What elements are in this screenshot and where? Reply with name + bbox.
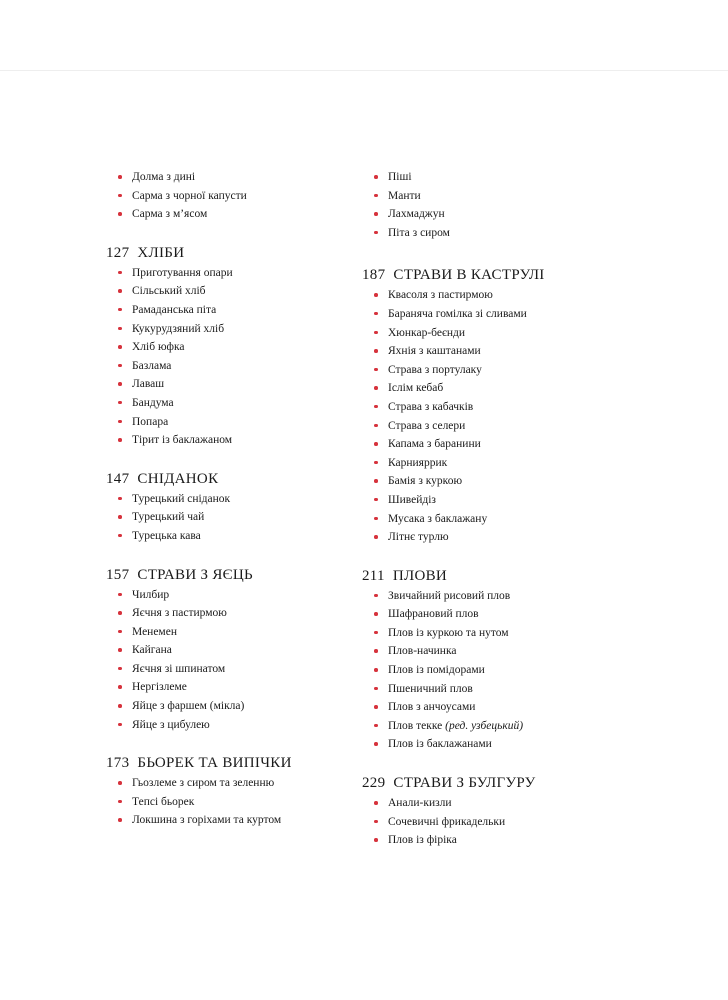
list-item[interactable]: Страва з портулаку <box>388 361 662 380</box>
list-item[interactable]: Тепсі бьорек <box>132 793 356 812</box>
list-item[interactable]: Анали-кизли <box>388 794 662 813</box>
list-item[interactable]: Попара <box>132 413 356 432</box>
list-item[interactable]: Плов із фіріка <box>388 831 662 850</box>
section-name: СТРАВИ З БУЛГУРУ <box>393 775 536 792</box>
list-item[interactable]: Бандума <box>132 394 356 413</box>
list-item[interactable]: Чилбир <box>132 586 356 605</box>
page-number: 211 <box>362 567 385 584</box>
list-item[interactable]: Пшеничний плов <box>388 680 662 699</box>
section-items <box>362 794 662 850</box>
item-text: Плов текке <box>388 719 446 732</box>
list-item[interactable]: Яєчня зі шпинатом <box>132 660 356 679</box>
list-item[interactable]: Плов із помідорами <box>388 661 662 680</box>
section-name: ПЛОВИ <box>392 567 448 584</box>
list-item[interactable]: Лахмаджун <box>388 205 662 224</box>
section-items <box>106 586 356 735</box>
list-item[interactable]: Сарма з чорної капусти <box>132 187 356 206</box>
section-bulgur <box>362 774 662 850</box>
page-top-rule <box>0 70 728 71</box>
page-number: 229 <box>362 775 386 792</box>
list-item[interactable]: Локшина з горіхами та куртом <box>132 811 356 830</box>
list-item[interactable]: Рамаданська піта <box>132 301 356 320</box>
list-item[interactable]: Яйце з цибулею <box>132 716 356 735</box>
list-item[interactable]: Плов з анчоусами <box>388 698 662 717</box>
list-item[interactable]: Капама з баранини <box>388 435 662 454</box>
list-item[interactable]: Яйце з фаршем (мікла) <box>132 697 356 716</box>
section-items <box>106 264 356 450</box>
section-title[interactable] <box>106 244 356 262</box>
section-items <box>362 587 662 754</box>
section-breads <box>106 244 356 450</box>
list-item[interactable]: Піта з сиром <box>388 224 662 243</box>
list-item[interactable]: Кайгана <box>132 641 356 660</box>
page-number: 187 <box>362 267 386 284</box>
section-title[interactable] <box>362 266 662 284</box>
section-title[interactable] <box>362 774 662 792</box>
list-item[interactable]: Сарма з м’ясом <box>132 205 356 224</box>
page-number: 147 <box>106 470 130 487</box>
section-items <box>362 286 662 546</box>
list-item[interactable]: Хліб юфка <box>132 338 356 357</box>
section-pilafs <box>362 567 662 754</box>
section-title[interactable] <box>106 470 356 488</box>
toc-left-column <box>106 168 356 830</box>
list-item[interactable]: Лаваш <box>132 375 356 394</box>
section-title[interactable] <box>362 567 662 585</box>
list-item[interactable]: Іслім кебаб <box>388 379 662 398</box>
list-item[interactable]: Хюнкар-беєнди <box>388 324 662 343</box>
list-item[interactable]: Турецький чай <box>132 508 356 527</box>
page-number: 173 <box>106 755 130 772</box>
page-number: 127 <box>106 244 130 261</box>
list-item[interactable]: Мусака з баклажану <box>388 510 662 529</box>
item-note: (ред. узбецький) <box>445 719 524 732</box>
list-item[interactable]: Турецька кава <box>132 527 356 546</box>
list-item[interactable]: Квасоля з пастирмою <box>388 286 662 305</box>
list-item[interactable]: Плов із баклажанами <box>388 735 662 754</box>
list-item[interactable]: Кукурудзяний хліб <box>132 320 356 339</box>
list-item[interactable]: Манти <box>388 187 662 206</box>
list-item[interactable]: Менемен <box>132 623 356 642</box>
list-item[interactable] <box>388 717 662 736</box>
list-item[interactable]: Шафрановий плов <box>388 605 662 624</box>
list-item[interactable]: Бамія з куркою <box>388 472 662 491</box>
list-item[interactable]: Страва з селери <box>388 417 662 436</box>
list-item[interactable]: Плов-начинка <box>388 642 662 661</box>
list-item[interactable]: Нергізлеме <box>132 678 356 697</box>
list-item[interactable]: Яхнія з каштанами <box>388 342 662 361</box>
section-title[interactable] <box>106 566 356 584</box>
list-item[interactable]: Літнє турлю <box>388 528 662 547</box>
list-item[interactable]: Бараняча гомілка зі сливами <box>388 305 662 324</box>
continued-items-right <box>362 168 662 242</box>
list-item[interactable]: Долма з дині <box>132 168 356 187</box>
continued-items-left <box>106 168 356 224</box>
section-breakfast <box>106 470 356 546</box>
list-item[interactable]: Гьозлеме з сиром та зеленню <box>132 774 356 793</box>
list-item[interactable]: Турецький сніданок <box>132 490 356 509</box>
list-item[interactable]: Звичайний рисовий плов <box>388 587 662 606</box>
section-pot-dishes <box>362 266 662 546</box>
section-title[interactable] <box>106 754 356 772</box>
list-item[interactable]: Карнияррик <box>388 454 662 473</box>
list-item[interactable]: Шивейдіз <box>388 491 662 510</box>
list-item[interactable]: Приготування опари <box>132 264 356 283</box>
toc-right-column <box>362 168 662 850</box>
section-name: СТРАВИ В КАСТРУЛІ <box>393 267 545 284</box>
page-number: 157 <box>106 566 130 583</box>
section-name: СНІДАНОК <box>137 470 219 487</box>
list-item[interactable]: Тірит із баклажаном <box>132 431 356 450</box>
list-item[interactable]: Піші <box>388 168 662 187</box>
section-name: СТРАВИ З ЯЄЦЬ <box>137 566 253 583</box>
section-items <box>106 774 356 830</box>
section-eggs <box>106 566 356 735</box>
list-item[interactable]: Яєчня з пастирмою <box>132 604 356 623</box>
list-item[interactable]: Страва з кабачків <box>388 398 662 417</box>
list-item[interactable]: Сочевичні фрикадельки <box>388 813 662 832</box>
section-name: БЬОРЕК ТА ВИПІЧКИ <box>137 755 292 772</box>
section-items <box>106 490 356 546</box>
list-item[interactable]: Базлама <box>132 357 356 376</box>
section-name: ХЛІБИ <box>137 244 185 261</box>
list-item[interactable]: Сільський хліб <box>132 282 356 301</box>
list-item[interactable]: Плов із куркою та нутом <box>388 624 662 643</box>
section-borek <box>106 754 356 830</box>
